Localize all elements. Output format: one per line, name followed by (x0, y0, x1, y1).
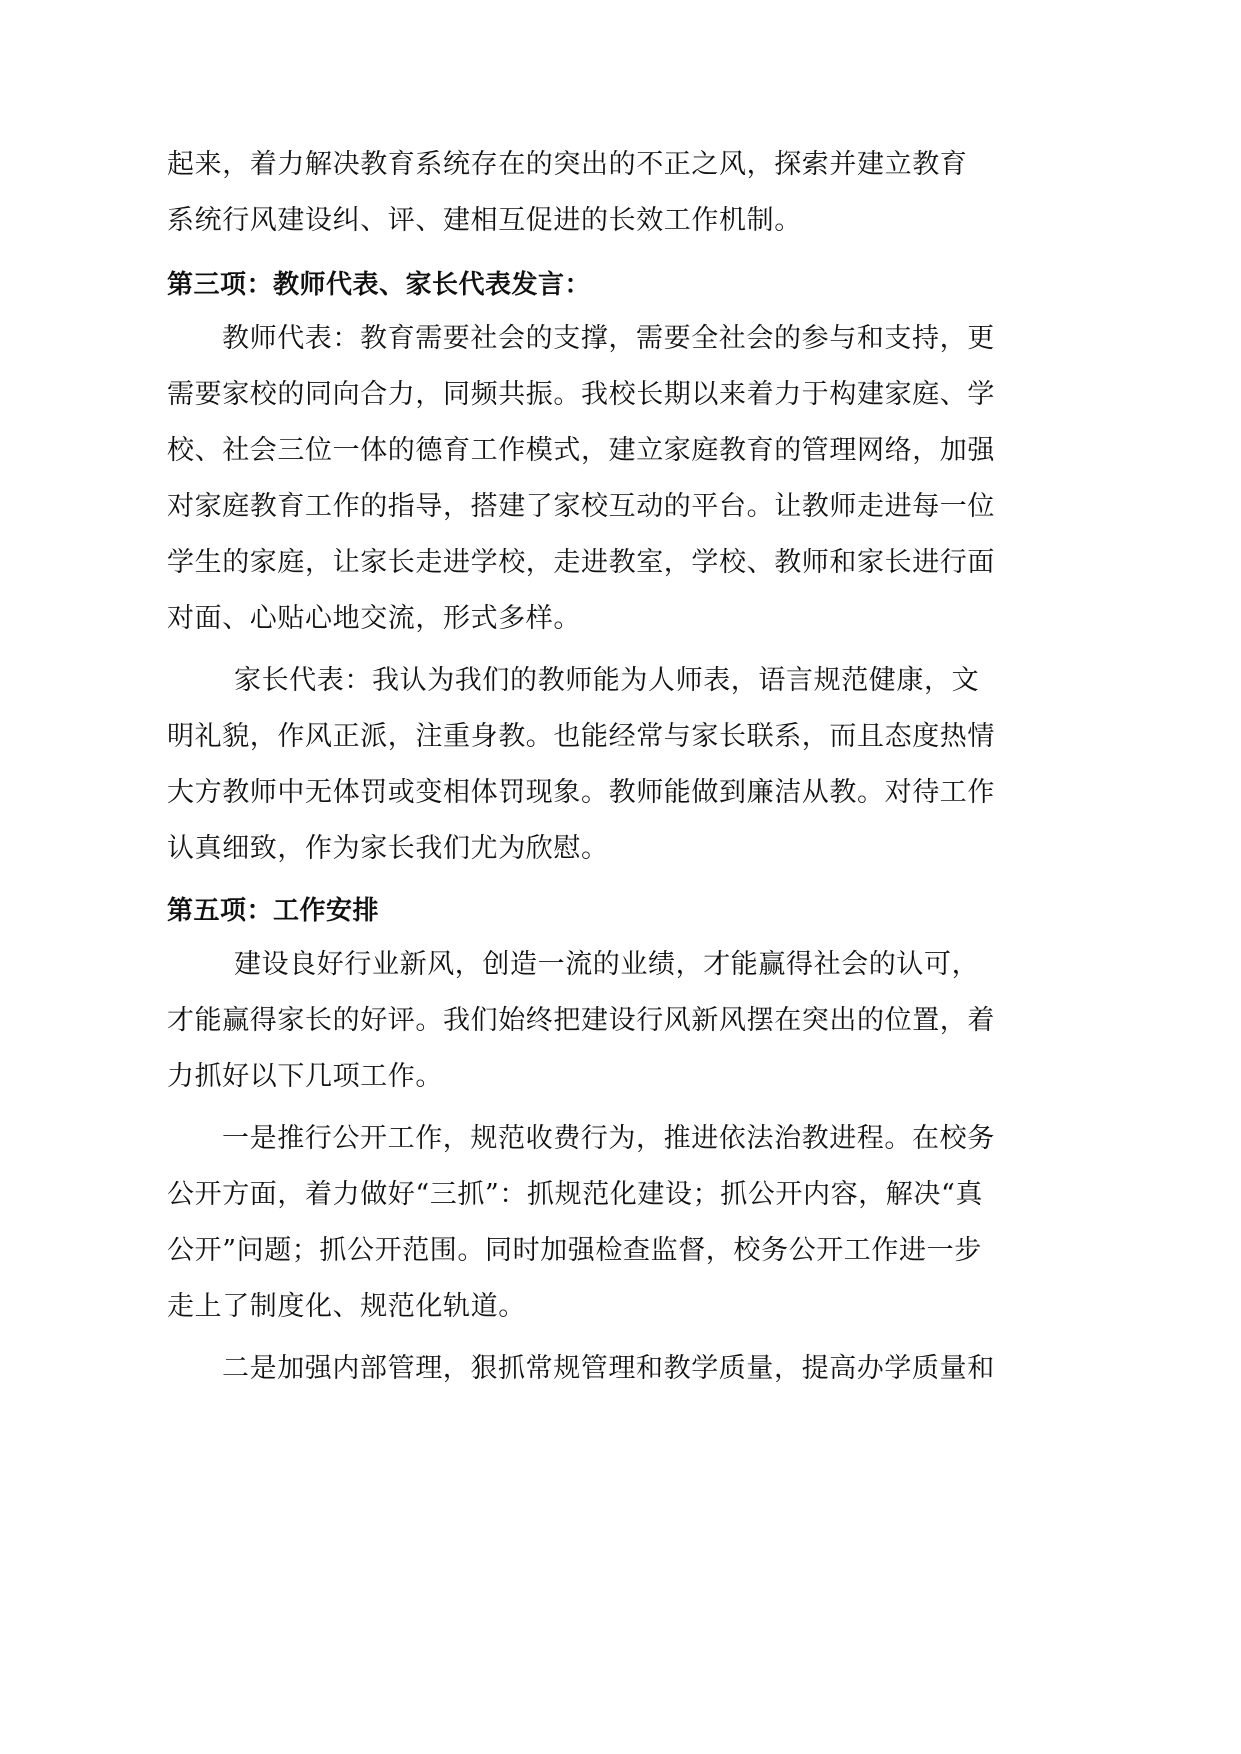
paragraph-line: 教师代表：教育需要社会的支撑，需要全社会的参与和支持，更 (222, 323, 995, 354)
paragraph-line: 建设良好行业新风，创造一流的业绩，才能赢得社会的认可， (234, 949, 980, 980)
section-heading: 第五项：工作安排 (167, 896, 380, 926)
paragraph-line: 二是加强内部管理，狠抓常规管理和教学质量，提高办学质量和 (222, 1353, 995, 1384)
paragraph-line: 学生的家庭，让家长走进学校，走进教室，学校、教师和家长进行面 (167, 547, 995, 578)
paragraph-line: 系统行风建设纠、评、建相互促进的长效工作机制。 (167, 205, 802, 236)
paragraph-line: 起来，着力解决教育系统存在的突出的不正之风，探索并建立教育 (167, 149, 968, 180)
paragraph-line: 力抓好以下几项工作。 (167, 1061, 443, 1092)
paragraph-line: 大方教师中无体罚或变相体罚现象。教师能做到廉洁从教。对待工作 (167, 777, 995, 808)
paragraph-line: 认真细致，作为家长我们尤为欣慰。 (167, 833, 609, 864)
paragraph-line: 对面、心贴心地交流，形式多样。 (167, 603, 581, 634)
paragraph-line: 对家庭教育工作的指导，搭建了家校互动的平台。让教师走进每一位 (167, 491, 995, 522)
paragraph-line: 才能赢得家长的好评。我们始终把建设行风新风摆在突出的位置，着 (167, 1005, 995, 1036)
paragraph-line: 公开方面，着力做好“三抓”：抓规范化建设；抓公开内容，解决“真 (167, 1179, 984, 1210)
section-heading: 第三项：教师代表、家长代表发言： (167, 270, 592, 300)
paragraph-line: 校、社会三位一体的德育工作模式，建立家庭教育的管理网络，加强 (167, 435, 995, 466)
paragraph-line: 走上了制度化、规范化轨道。 (167, 1291, 526, 1322)
paragraph-line: 公开”问题；抓公开范围。同时加强检查监督，校务公开工作进一步 (167, 1235, 982, 1266)
paragraph-line: 一是推行公开工作，规范收费行为，推进依法治教进程。在校务 (222, 1123, 995, 1154)
paragraph-line: 家长代表：我认为我们的教师能为人师表，语言规范健康，文 (234, 665, 980, 696)
paragraph-line: 明礼貌，作风正派，注重身教。也能经常与家长联系，而且态度热情 (167, 721, 995, 752)
paragraph-line: 需要家校的同向合力，同频共振。我校长期以来着力于构建家庭、学 (167, 379, 995, 410)
